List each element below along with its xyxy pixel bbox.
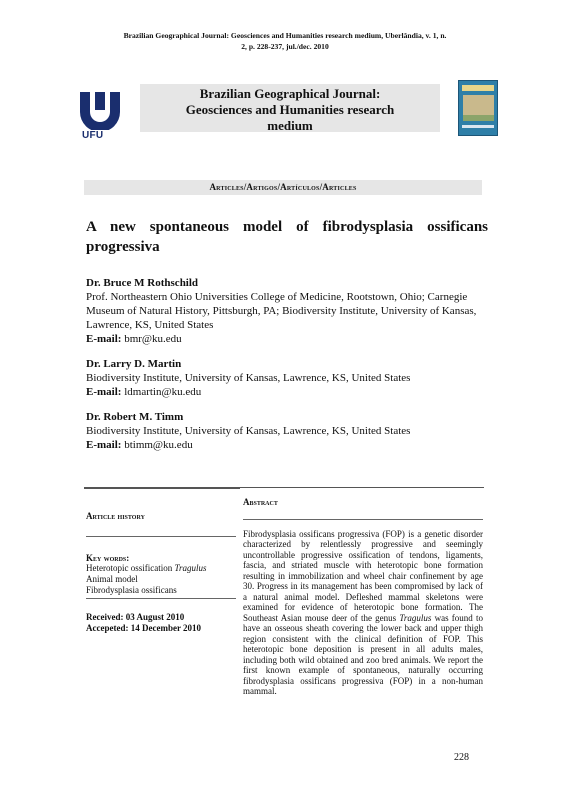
author-affiliation: Biodiversity Institute, University of Kansas, Lawrence, KS, United States (86, 424, 411, 437)
author-email-line (86, 439, 488, 453)
email-label: E-mail: (86, 385, 122, 398)
email-label: E-mail: (86, 438, 122, 451)
accepted-date: Accepeted: 14 December 2010 (86, 622, 202, 633)
section-divider (84, 488, 240, 489)
abstract-text-part: was found to have an osseous sheath covering the lower back and upper thigh region consistent with the clinical definition of FOP. This heterotopic bone deposition is present in all adults males, including both wild obtained and zoo bred animals. We report the first known example of spontaneous, naturally occurring fibrodysplasia ossificans progressiva (FOP) in a non-human mammal. (243, 612, 483, 697)
divider (86, 598, 236, 599)
author-name: Dr. Bruce M Rothschild (86, 277, 199, 289)
logo-text: UFU (82, 130, 104, 141)
author-affiliation: Biodiversity Institute, University of Kansas, Lawrence, KS, United States (86, 371, 411, 384)
running-header-line2: 2, p. 228-237, jul./dec. 2010 (241, 42, 329, 51)
journal-cover-image (458, 80, 498, 136)
keywords-label: Key words: (86, 553, 130, 563)
journal-title-line3: medium (267, 117, 313, 133)
page-number: 228 (454, 752, 469, 763)
keyword-italic: Tragulus (174, 563, 207, 573)
running-header (80, 30, 490, 52)
keywords-list (86, 563, 238, 595)
abstract-text (243, 529, 483, 697)
author-entry (86, 411, 488, 453)
author-affiliation: Prof. Northeastern Ohio Universities College of Medicine, Rootstown, Ohio; Carnegie Museum of Natural History, Pittsburgh, PA; Biodiversity Institute, University of Kansas, Lawrence, KS, United States (86, 290, 477, 331)
email-label: E-mail: (86, 332, 122, 345)
author-email[interactable]: btimm@ku.edu (124, 438, 193, 451)
keyword-text: Heterotopic ossification (86, 563, 175, 573)
keyword-item: Fibrodysplasia ossificans (86, 584, 177, 595)
author-name: Dr. Larry D. Martin (86, 357, 182, 370)
author-name: Dr. Robert M. Timm (86, 410, 184, 423)
author-entry (86, 277, 488, 347)
abstract-label: Abstract (243, 497, 278, 507)
author-email-line (86, 333, 488, 347)
abstract-text-part: Fibrodysplasia ossificans progressiva (FOP) is a genetic disorder characterized by relentlessly progressive and seemingly uncontrollable progressive ossification of tendons, ligaments, fascia, and striated muscle with heterotopic bone formation resulting in immobilization and wheel chair confinement by age 30. Progress in its management has been compromised by lack of a natural animal model. Defleshed mammal skeletons were examined for evidence of heterotopic bone formation. The Southeast Asian mouse deer of the genus (243, 529, 483, 623)
article-title: A new spontaneous model of fibrodysplasia ossificans progressiva (86, 219, 488, 255)
journal-title-line2: Geosciences and Humanities research (185, 101, 395, 117)
author-email-line (86, 386, 488, 400)
article-history-label: Article history (86, 511, 145, 521)
section-label: Articles/Artigos/Artículos/Articles (84, 180, 482, 195)
divider (243, 519, 483, 520)
running-header-line1: Brazilian Geographical Journal: Geosciences and Humanities research medium, Uberlândia, v. 1, n. (123, 31, 447, 40)
article-dates (86, 612, 201, 634)
abstract-column (243, 497, 483, 697)
journal-title-line1: Brazilian Geographical Journal: (199, 86, 381, 101)
author-list (86, 277, 488, 464)
author-entry (86, 358, 488, 400)
abstract-italic: Tragulus (399, 612, 432, 623)
journal-masthead (76, 80, 486, 142)
divider (86, 536, 236, 537)
received-date: Received: 03 August 2010 (86, 612, 185, 622)
journal-title-box (140, 84, 440, 132)
author-email[interactable]: ldmartin@ku.edu (124, 385, 202, 398)
keyword-item (86, 563, 238, 574)
keyword-item: Animal model (86, 573, 138, 584)
author-email[interactable]: bmr@ku.edu (124, 332, 182, 345)
